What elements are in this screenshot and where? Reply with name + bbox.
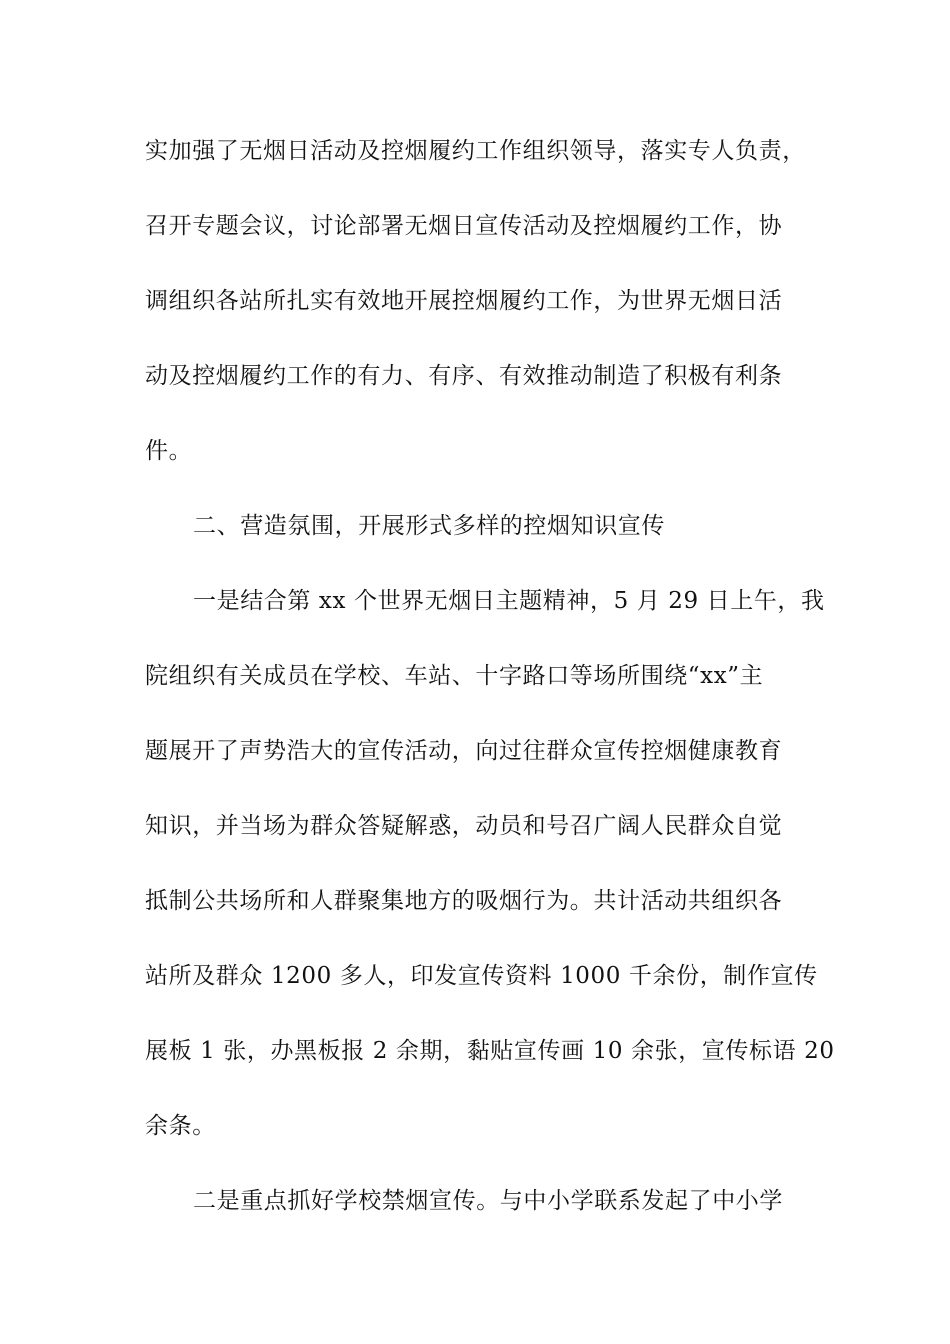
text-line: 动及控烟履约工作的有力、有序、有效推动制造了积极有利条 (145, 363, 783, 389)
text-line: 站所及群众 1200 多人，印发宣传资料 1000 千余份，制作宣传 (145, 963, 818, 989)
text-line: 知识，并当场为群众答疑解惑，动员和号召广阔人民群众自觉 (145, 813, 783, 839)
text-line: 调组织各站所扎实有效地开展控烟履约工作，为世界无烟日活 (145, 288, 783, 314)
text-line: 抵制公共场所和人群聚集地方的吸烟行为。共计活动共组织各 (145, 888, 783, 914)
text-line: 院组织有关成员在学校、车站、十字路口等场所围绕“xx”主 (145, 663, 764, 689)
text-line: 实加强了无烟日活动及控烟履约工作组织领导，落实专人负责， (145, 138, 806, 164)
text-line: 展板 1 张，办黑板报 2 余期，黏贴宣传画 10 余张，宣传标语 20 (145, 1038, 835, 1064)
text-line: 件。 (145, 438, 193, 464)
text-line: 召开专题会议，讨论部署无烟日宣传活动及控烟履约工作，协 (145, 213, 783, 239)
text-line: 题展开了声势浩大的宣传活动，向过往群众宣传控烟健康教育 (145, 738, 783, 764)
text-line: 一是结合第 xx 个世界无烟日主题精神，5 月 29 日上午，我 (193, 588, 825, 614)
text-line: 二是重点抓好学校禁烟宣传。与中小学联系发起了中小学 (193, 1188, 783, 1214)
section-heading: 二、营造氛围，开展形式多样的控烟知识宣传 (193, 513, 665, 539)
text-line: 余条。 (145, 1113, 216, 1139)
